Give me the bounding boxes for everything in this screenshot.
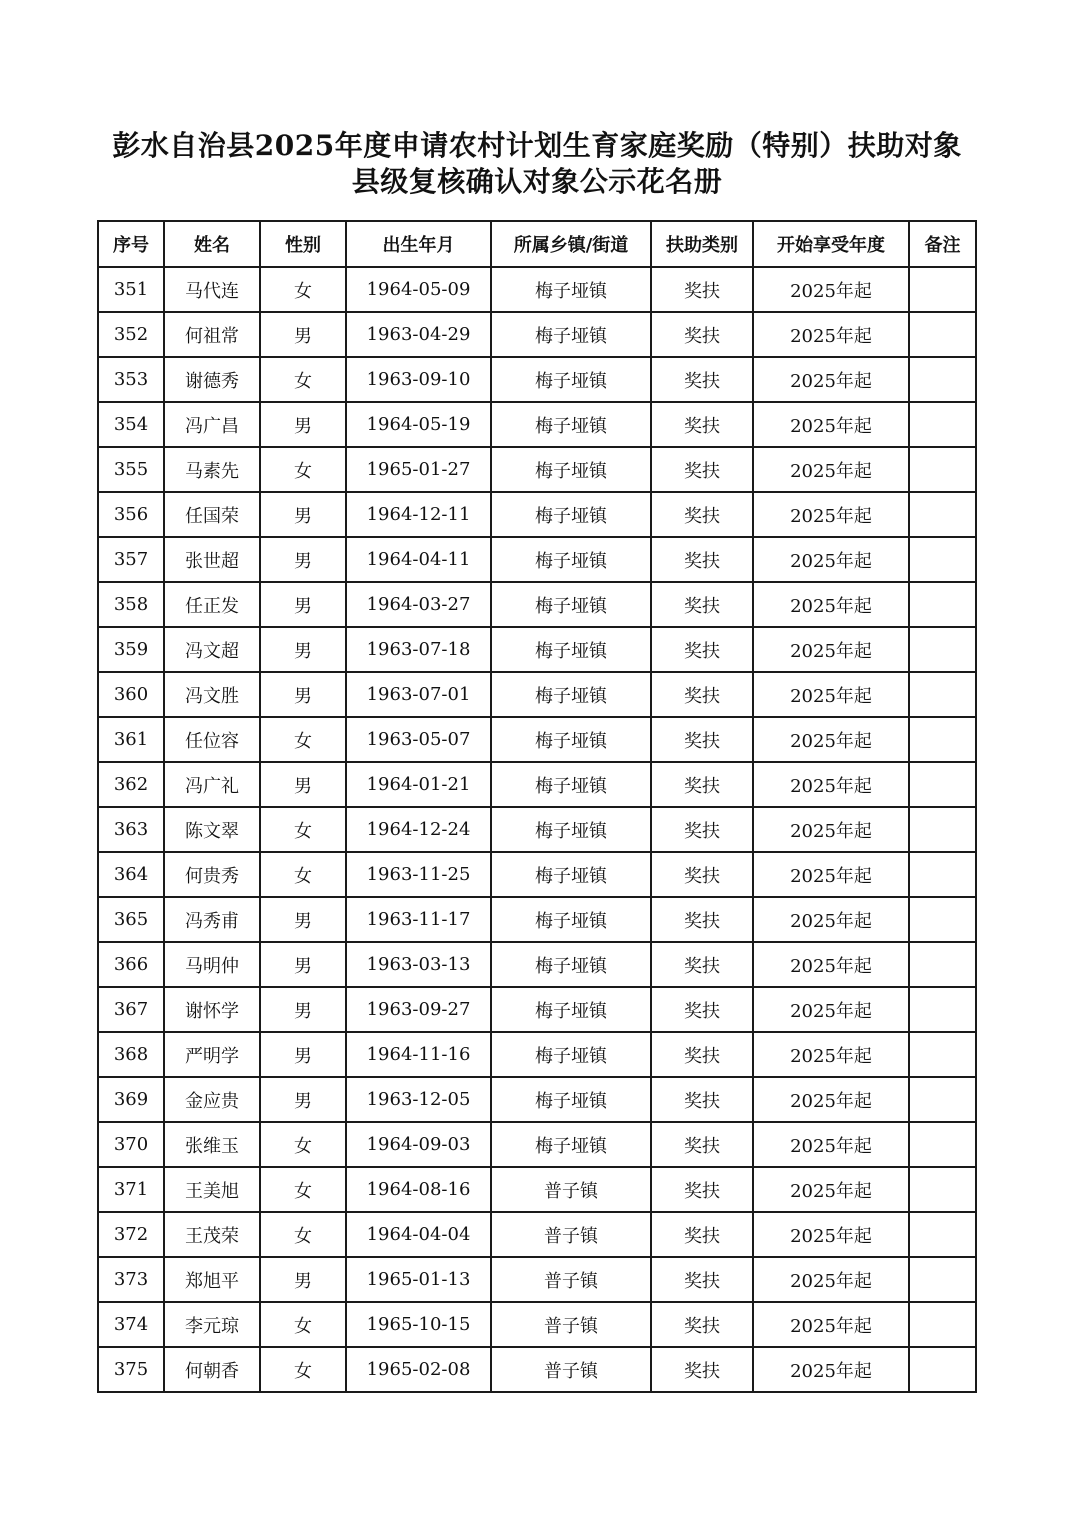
column-header-aid-type: 扶助类别 [651, 221, 753, 267]
table-row [98, 717, 976, 762]
cell-township: 梅子垭镇 [491, 537, 651, 582]
cell-aid-type: 奖扶 [651, 762, 753, 807]
cell-aid-type: 奖扶 [651, 492, 753, 537]
cell-start-year: 2025年起 [753, 717, 909, 762]
cell-remarks [909, 1122, 976, 1167]
cell-remarks [909, 1167, 976, 1212]
cell-remarks [909, 897, 976, 942]
table-row [98, 897, 976, 942]
cell-remarks [909, 447, 976, 492]
table-row [98, 942, 976, 987]
cell-aid-type: 奖扶 [651, 672, 753, 717]
cell-township: 梅子垭镇 [491, 267, 651, 312]
cell-name: 王茂荣 [164, 1212, 260, 1257]
cell-seq: 372 [98, 1212, 164, 1257]
cell-aid-type: 奖扶 [651, 402, 753, 447]
cell-seq: 365 [98, 897, 164, 942]
table-row [98, 1122, 976, 1167]
cell-aid-type: 奖扶 [651, 1302, 753, 1347]
cell-birth: 1963-03-13 [346, 942, 491, 987]
cell-birth: 1964-09-03 [346, 1122, 491, 1167]
cell-seq: 368 [98, 1032, 164, 1077]
cell-aid-type: 奖扶 [651, 267, 753, 312]
table-body [98, 267, 976, 1392]
table-row [98, 1212, 976, 1257]
cell-name: 马素先 [164, 447, 260, 492]
cell-start-year: 2025年起 [753, 1032, 909, 1077]
cell-township: 普子镇 [491, 1257, 651, 1302]
cell-start-year: 2025年起 [753, 582, 909, 627]
cell-seq: 359 [98, 627, 164, 672]
table-row [98, 1167, 976, 1212]
cell-name: 王美旭 [164, 1167, 260, 1212]
cell-township: 梅子垭镇 [491, 942, 651, 987]
title-line-2: 县级复核确认对象公示花名册 [351, 165, 723, 198]
cell-seq: 371 [98, 1167, 164, 1212]
table-row [98, 852, 976, 897]
cell-birth: 1965-02-08 [346, 1347, 491, 1392]
cell-birth: 1964-08-16 [346, 1167, 491, 1212]
cell-remarks [909, 852, 976, 897]
cell-aid-type: 奖扶 [651, 627, 753, 672]
cell-seq: 370 [98, 1122, 164, 1167]
cell-seq: 354 [98, 402, 164, 447]
cell-township: 梅子垭镇 [491, 447, 651, 492]
cell-name: 何贵秀 [164, 852, 260, 897]
table-row [98, 447, 976, 492]
column-header-remarks: 备注 [909, 221, 976, 267]
cell-name: 任正发 [164, 582, 260, 627]
column-header-start-year: 开始享受年度 [753, 221, 909, 267]
cell-birth: 1965-01-27 [346, 447, 491, 492]
cell-start-year: 2025年起 [753, 852, 909, 897]
cell-gender: 男 [260, 1077, 346, 1122]
cell-seq: 355 [98, 447, 164, 492]
cell-remarks [909, 1257, 976, 1302]
cell-township: 普子镇 [491, 1167, 651, 1212]
cell-aid-type: 奖扶 [651, 582, 753, 627]
cell-township: 梅子垭镇 [491, 762, 651, 807]
cell-township: 普子镇 [491, 1347, 651, 1392]
cell-remarks [909, 267, 976, 312]
cell-seq: 352 [98, 312, 164, 357]
cell-name: 冯文胜 [164, 672, 260, 717]
cell-seq: 369 [98, 1077, 164, 1122]
cell-birth: 1964-04-11 [346, 537, 491, 582]
cell-aid-type: 奖扶 [651, 1032, 753, 1077]
cell-start-year: 2025年起 [753, 1167, 909, 1212]
cell-remarks [909, 987, 976, 1032]
cell-seq: 367 [98, 987, 164, 1032]
cell-gender: 男 [260, 312, 346, 357]
cell-birth: 1964-05-19 [346, 402, 491, 447]
column-header-township: 所属乡镇/街道 [491, 221, 651, 267]
cell-birth: 1963-04-29 [346, 312, 491, 357]
table-row [98, 1257, 976, 1302]
cell-seq: 373 [98, 1257, 164, 1302]
cell-gender: 男 [260, 1032, 346, 1077]
cell-township: 梅子垭镇 [491, 1122, 651, 1167]
cell-remarks [909, 1212, 976, 1257]
cell-birth: 1963-12-05 [346, 1077, 491, 1122]
cell-aid-type: 奖扶 [651, 312, 753, 357]
cell-township: 梅子垭镇 [491, 402, 651, 447]
cell-seq: 360 [98, 672, 164, 717]
table-row [98, 987, 976, 1032]
cell-seq: 374 [98, 1302, 164, 1347]
cell-gender: 女 [260, 1122, 346, 1167]
cell-name: 冯广昌 [164, 402, 260, 447]
cell-name: 何祖常 [164, 312, 260, 357]
cell-gender: 男 [260, 492, 346, 537]
cell-aid-type: 奖扶 [651, 1122, 753, 1167]
cell-name: 冯广礼 [164, 762, 260, 807]
table-header-row [98, 221, 976, 267]
cell-birth: 1964-03-27 [346, 582, 491, 627]
cell-aid-type: 奖扶 [651, 1257, 753, 1302]
cell-aid-type: 奖扶 [651, 942, 753, 987]
cell-gender: 女 [260, 1302, 346, 1347]
cell-township: 梅子垭镇 [491, 357, 651, 402]
cell-name: 张世超 [164, 537, 260, 582]
table-row [98, 1347, 976, 1392]
column-header-seq: 序号 [98, 221, 164, 267]
cell-name: 张维玉 [164, 1122, 260, 1167]
cell-birth: 1964-01-21 [346, 762, 491, 807]
cell-seq: 366 [98, 942, 164, 987]
cell-gender: 女 [260, 717, 346, 762]
cell-township: 梅子垭镇 [491, 582, 651, 627]
cell-seq: 351 [98, 267, 164, 312]
cell-birth: 1965-01-13 [346, 1257, 491, 1302]
cell-remarks [909, 1347, 976, 1392]
cell-birth: 1963-07-01 [346, 672, 491, 717]
cell-township: 梅子垭镇 [491, 1077, 651, 1122]
cell-name: 谢德秀 [164, 357, 260, 402]
table-row [98, 492, 976, 537]
table-row [98, 267, 976, 312]
cell-township: 梅子垭镇 [491, 987, 651, 1032]
cell-aid-type: 奖扶 [651, 717, 753, 762]
cell-township: 梅子垭镇 [491, 807, 651, 852]
cell-gender: 男 [260, 987, 346, 1032]
title-line-1: 彭水自治县2025年度申请农村计划生育家庭奖励（特别）扶助对象 [112, 129, 962, 162]
cell-gender: 男 [260, 762, 346, 807]
cell-birth: 1963-09-27 [346, 987, 491, 1032]
cell-aid-type: 奖扶 [651, 1077, 753, 1122]
cell-name: 冯文超 [164, 627, 260, 672]
cell-remarks [909, 672, 976, 717]
cell-gender: 男 [260, 537, 346, 582]
cell-start-year: 2025年起 [753, 1257, 909, 1302]
cell-gender: 男 [260, 897, 346, 942]
cell-gender: 女 [260, 447, 346, 492]
cell-birth: 1964-12-11 [346, 492, 491, 537]
cell-remarks [909, 582, 976, 627]
cell-remarks [909, 402, 976, 447]
cell-township: 梅子垭镇 [491, 897, 651, 942]
cell-gender: 女 [260, 357, 346, 402]
cell-birth: 1965-10-15 [346, 1302, 491, 1347]
cell-aid-type: 奖扶 [651, 807, 753, 852]
cell-start-year: 2025年起 [753, 492, 909, 537]
cell-start-year: 2025年起 [753, 672, 909, 717]
cell-birth: 1963-11-25 [346, 852, 491, 897]
cell-seq: 358 [98, 582, 164, 627]
cell-remarks [909, 807, 976, 852]
cell-gender: 女 [260, 267, 346, 312]
cell-start-year: 2025年起 [753, 942, 909, 987]
cell-township: 梅子垭镇 [491, 1032, 651, 1077]
cell-gender: 男 [260, 1257, 346, 1302]
cell-gender: 女 [260, 1167, 346, 1212]
cell-birth: 1964-05-09 [346, 267, 491, 312]
cell-seq: 364 [98, 852, 164, 897]
cell-aid-type: 奖扶 [651, 447, 753, 492]
cell-birth: 1963-07-18 [346, 627, 491, 672]
column-header-name: 姓名 [164, 221, 260, 267]
cell-gender: 男 [260, 672, 346, 717]
cell-name: 马明仲 [164, 942, 260, 987]
cell-name: 冯秀甫 [164, 897, 260, 942]
table-row [98, 1077, 976, 1122]
document-title [0, 128, 1074, 200]
cell-start-year: 2025年起 [753, 447, 909, 492]
cell-aid-type: 奖扶 [651, 1167, 753, 1212]
cell-name: 金应贵 [164, 1077, 260, 1122]
cell-township: 梅子垭镇 [491, 852, 651, 897]
cell-township: 普子镇 [491, 1302, 651, 1347]
cell-remarks [909, 1032, 976, 1077]
cell-township: 梅子垭镇 [491, 627, 651, 672]
cell-birth: 1963-11-17 [346, 897, 491, 942]
roster-table [97, 220, 977, 1393]
cell-start-year: 2025年起 [753, 1302, 909, 1347]
cell-aid-type: 奖扶 [651, 537, 753, 582]
cell-remarks [909, 492, 976, 537]
cell-start-year: 2025年起 [753, 402, 909, 447]
column-header-birth: 出生年月 [346, 221, 491, 267]
cell-aid-type: 奖扶 [651, 987, 753, 1032]
table-row [98, 357, 976, 402]
cell-seq: 375 [98, 1347, 164, 1392]
cell-aid-type: 奖扶 [651, 1212, 753, 1257]
cell-remarks [909, 537, 976, 582]
cell-seq: 357 [98, 537, 164, 582]
cell-name: 马代连 [164, 267, 260, 312]
cell-township: 梅子垭镇 [491, 717, 651, 762]
cell-seq: 356 [98, 492, 164, 537]
cell-gender: 男 [260, 627, 346, 672]
cell-name: 陈文翠 [164, 807, 260, 852]
cell-birth: 1964-11-16 [346, 1032, 491, 1077]
cell-start-year: 2025年起 [753, 762, 909, 807]
table-row [98, 537, 976, 582]
table-row [98, 1032, 976, 1077]
cell-township: 梅子垭镇 [491, 672, 651, 717]
cell-start-year: 2025年起 [753, 537, 909, 582]
cell-aid-type: 奖扶 [651, 897, 753, 942]
cell-remarks [909, 762, 976, 807]
cell-birth: 1963-09-10 [346, 357, 491, 402]
cell-name: 郑旭平 [164, 1257, 260, 1302]
table-row [98, 762, 976, 807]
cell-aid-type: 奖扶 [651, 357, 753, 402]
cell-start-year: 2025年起 [753, 357, 909, 402]
cell-birth: 1963-05-07 [346, 717, 491, 762]
cell-start-year: 2025年起 [753, 1347, 909, 1392]
cell-remarks [909, 627, 976, 672]
cell-start-year: 2025年起 [753, 807, 909, 852]
cell-start-year: 2025年起 [753, 267, 909, 312]
cell-township: 梅子垭镇 [491, 492, 651, 537]
cell-seq: 363 [98, 807, 164, 852]
cell-birth: 1964-04-04 [346, 1212, 491, 1257]
cell-birth: 1964-12-24 [346, 807, 491, 852]
cell-start-year: 2025年起 [753, 312, 909, 357]
cell-gender: 女 [260, 1347, 346, 1392]
cell-name: 何朝香 [164, 1347, 260, 1392]
cell-seq: 353 [98, 357, 164, 402]
column-header-gender: 性别 [260, 221, 346, 267]
cell-aid-type: 奖扶 [651, 852, 753, 897]
cell-seq: 361 [98, 717, 164, 762]
cell-gender: 男 [260, 582, 346, 627]
cell-remarks [909, 357, 976, 402]
cell-start-year: 2025年起 [753, 897, 909, 942]
cell-remarks [909, 1077, 976, 1122]
cell-remarks [909, 312, 976, 357]
cell-start-year: 2025年起 [753, 1077, 909, 1122]
cell-township: 普子镇 [491, 1212, 651, 1257]
table-row [98, 582, 976, 627]
cell-township: 梅子垭镇 [491, 312, 651, 357]
cell-name: 任国荣 [164, 492, 260, 537]
cell-remarks [909, 1302, 976, 1347]
cell-start-year: 2025年起 [753, 1212, 909, 1257]
table-row [98, 1302, 976, 1347]
table-row [98, 627, 976, 672]
cell-start-year: 2025年起 [753, 627, 909, 672]
cell-gender: 女 [260, 807, 346, 852]
table-row [98, 672, 976, 717]
cell-start-year: 2025年起 [753, 987, 909, 1032]
cell-gender: 男 [260, 942, 346, 987]
cell-name: 李元琼 [164, 1302, 260, 1347]
table-row [98, 402, 976, 447]
table-row [98, 807, 976, 852]
cell-gender: 女 [260, 852, 346, 897]
cell-gender: 女 [260, 1212, 346, 1257]
cell-gender: 男 [260, 402, 346, 447]
cell-seq: 362 [98, 762, 164, 807]
cell-name: 严明学 [164, 1032, 260, 1077]
cell-remarks [909, 717, 976, 762]
cell-name: 任位容 [164, 717, 260, 762]
cell-start-year: 2025年起 [753, 1122, 909, 1167]
cell-remarks [909, 942, 976, 987]
table-row [98, 312, 976, 357]
cell-name: 谢怀学 [164, 987, 260, 1032]
cell-aid-type: 奖扶 [651, 1347, 753, 1392]
